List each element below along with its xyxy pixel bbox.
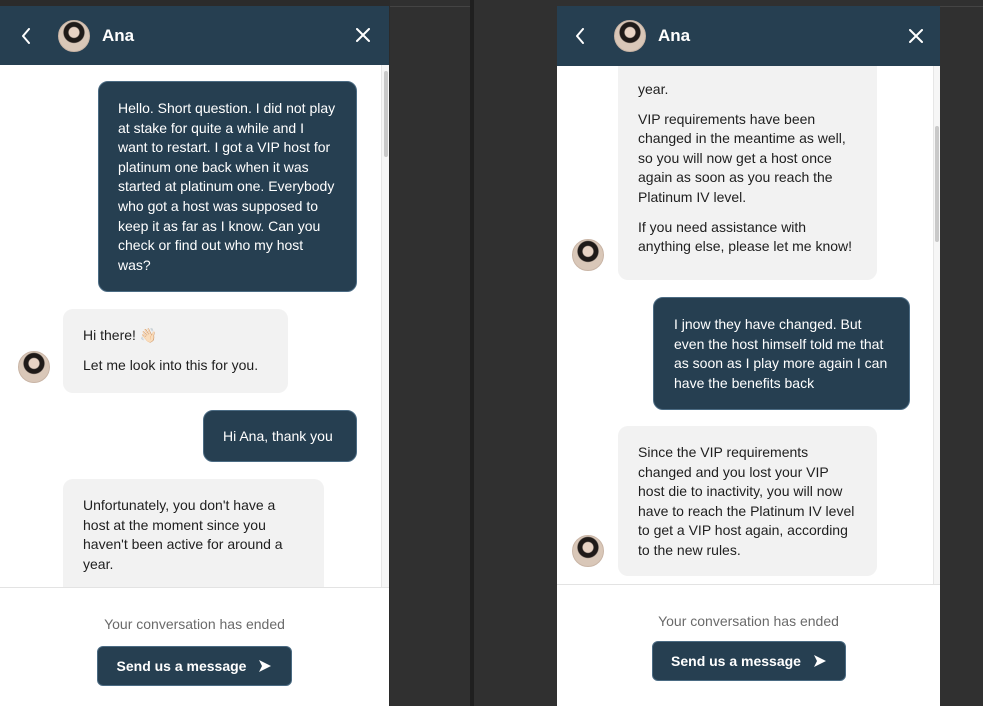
- message-text: Let me look into this for you.: [83, 356, 259, 373]
- message-text: Since the VIP requirements changed and you lost your VIP host die to inactivity, you will now have to reach the Platinum IV level to get a VIP host again, according to the new rules.: [638, 444, 855, 558]
- back-chevron-icon[interactable]: [558, 7, 602, 66]
- send-message-button[interactable]: [97, 646, 292, 686]
- chat-window-left: [0, 6, 389, 706]
- agent-message: [63, 309, 288, 393]
- divider-line: [940, 6, 983, 7]
- close-icon[interactable]: [351, 23, 375, 47]
- scroll-thumb[interactable]: [384, 71, 388, 157]
- agent-message: [618, 66, 877, 280]
- close-icon[interactable]: [904, 24, 928, 48]
- send-message-button[interactable]: [652, 641, 846, 681]
- conversation-ended-text: Your conversation has ended: [104, 616, 285, 632]
- agent-avatar: [18, 351, 50, 383]
- message-text: Hi there! 👋🏻: [83, 327, 158, 343]
- agent-avatar: [572, 239, 604, 271]
- agent-name: Ana: [658, 26, 691, 45]
- conversation-ended-text: Your conversation has ended: [658, 613, 839, 629]
- agent-avatar: [614, 20, 646, 52]
- send-arrow-icon: [813, 654, 827, 668]
- agent-avatar: [572, 535, 604, 567]
- scrollbar[interactable]: [381, 65, 389, 587]
- agent-name: Ana: [102, 25, 135, 45]
- message-text: VIP requirements have been changed in the meantime as well, so you will now get a host once again as soon as you reach the Platinum IV level.: [638, 110, 846, 205]
- agent-message: [63, 479, 324, 587]
- chat-window-right: [557, 6, 940, 706]
- agent-message: [618, 426, 877, 576]
- message-text: year.: [638, 81, 669, 97]
- message-list[interactable]: [0, 65, 389, 587]
- back-chevron-icon[interactable]: [4, 6, 48, 65]
- message-text: If you need assistance with anything else, please let me know!: [638, 218, 853, 255]
- message-text: Unfortunately, you don't have a host at the moment since you haven't been active for around a year.: [83, 497, 283, 572]
- send-button-label: Send us a message: [116, 658, 247, 674]
- user-message: [653, 297, 910, 410]
- scroll-thumb[interactable]: [935, 126, 939, 242]
- chat-footer: [0, 587, 389, 706]
- message-text: Hello. Short question. I did not play at stake for quite a while and I want to restart. I got a VIP host for platinum one back when it was started at platinum one. Everybody who got a host was supposed to keep it as far as I know. Can you check or find out who my host was?: [118, 100, 336, 273]
- user-message: [98, 81, 357, 292]
- send-arrow-icon: [258, 659, 272, 673]
- chat-footer: [557, 584, 940, 706]
- message-list[interactable]: [557, 66, 940, 584]
- scrollbar[interactable]: [933, 66, 940, 584]
- chat-header: [0, 6, 389, 65]
- divider-line: [390, 6, 470, 7]
- send-button-label: Send us a message: [671, 653, 801, 669]
- background-gap-left: [390, 0, 470, 706]
- user-message: [203, 410, 357, 462]
- agent-avatar: [58, 20, 90, 52]
- message-text: Hi Ana, thank you: [223, 428, 333, 444]
- message-text: I jnow they have changed. But even the host himself told me that as soon as I play more again I can have the benefits back: [674, 316, 888, 391]
- chat-header: [557, 6, 940, 66]
